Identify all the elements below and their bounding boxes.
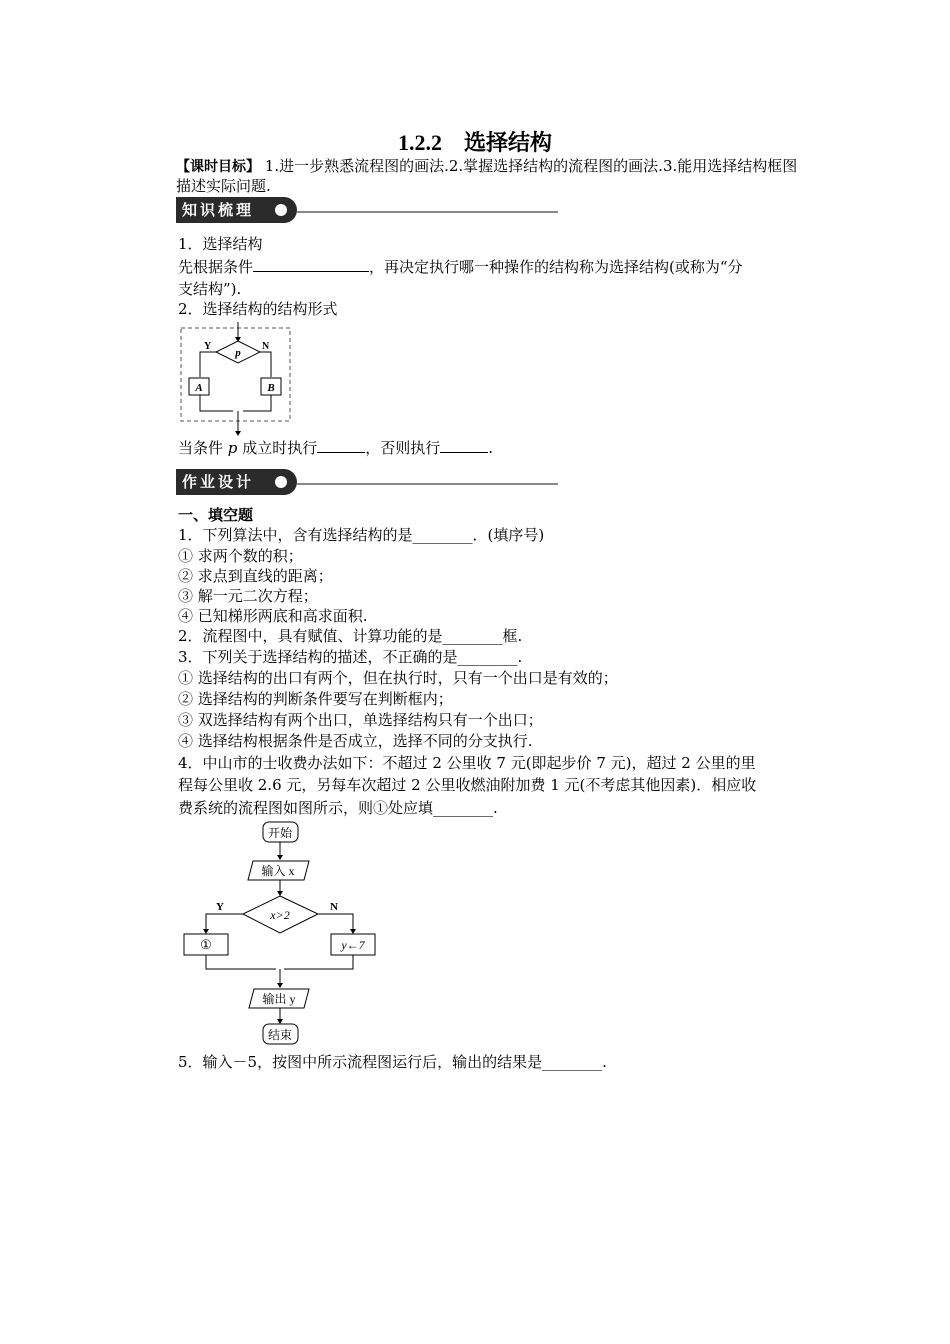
item1-text-a: 先根据条件 <box>178 258 254 276</box>
merge-left-line <box>206 955 276 969</box>
q3-option-1: ① 选择结构的出口有两个，但在执行时，只有一个出口是有效的； <box>178 669 618 687</box>
no-branch-line <box>260 352 271 377</box>
flow-left-box: ① <box>200 937 212 952</box>
flow-cond: x>2 <box>270 908 290 922</box>
merge-right-line <box>284 955 353 969</box>
q1-option-1: ① 求两个数的积； <box>178 547 303 565</box>
flow-end: 结束 <box>267 1028 293 1042</box>
flow-input: 输入 x <box>261 864 295 878</box>
q1-option-3: ③ 解一元二次方程； <box>178 587 318 605</box>
knowledge-item2-title: 2．选择结构的结构形式 <box>178 300 338 318</box>
question-3: 3．下列关于选择结构的描述，不正确的是________. <box>178 648 523 666</box>
question-2: 2．流程图中，具有赋值、计算功能的是________框. <box>178 627 523 645</box>
cond-text-d: . <box>488 439 493 457</box>
answer-blank <box>253 257 369 272</box>
page-title: 1.2.2 选择结构 <box>397 130 552 155</box>
knowledge-item1-line2: 支结构”). <box>178 280 242 298</box>
homework-banner <box>176 469 558 495</box>
yes-branch-line <box>200 352 216 377</box>
lesson-objective <box>176 157 801 196</box>
homework-banner-label: 作业设计 <box>176 469 297 495</box>
question-1: 1．下列算法中，含有选择结构的是________．(填序号) <box>178 526 545 544</box>
banner-rule <box>297 211 558 213</box>
cond-text-a: 当条件 <box>178 439 224 457</box>
flow-start: 开始 <box>267 826 293 840</box>
banner-dot-icon <box>275 204 287 216</box>
arrow-head <box>203 929 209 934</box>
arrow-head <box>277 855 283 860</box>
q3-option-4: ④ 选择结构根据条件是否成立，选择不同的分支执行. <box>178 732 533 750</box>
yes-branch-line <box>206 914 243 932</box>
arrow-head <box>277 983 283 988</box>
q1-option-2: ② 求点到直线的距离； <box>178 567 333 585</box>
selection-structure-diagram <box>178 322 294 438</box>
merge-right-line <box>243 395 271 411</box>
arrow-head <box>277 1019 283 1024</box>
no-branch-line <box>318 914 353 932</box>
flow-y: Y <box>216 901 224 913</box>
item1-text-b: ，再决定执行哪一种操作的结构称为选择结构(或称为“分 <box>369 258 743 276</box>
answer-blank <box>440 438 488 453</box>
question-4-line2: 程每公里收 2.6 元，另每车次超过 2 公里收燃油附加费 1 元(不考虑其他因素)．相应收 <box>178 776 757 794</box>
taxi-fare-flowchart <box>178 820 383 1048</box>
question-4-line3: 费系统的流程图如图所示，则①处应填________. <box>178 799 498 817</box>
arrow-head <box>350 929 356 934</box>
q1-option-4: ④ 已知梯形两底和高求面积. <box>178 607 368 625</box>
diagram1-a: A <box>195 382 203 394</box>
cond-p: p <box>227 439 238 457</box>
q3-option-2: ② 选择结构的判断条件要写在判断框内； <box>178 690 453 708</box>
diagram1-y: Y <box>204 341 212 352</box>
diagram1-b: B <box>267 382 275 394</box>
banner-dot-icon <box>275 476 287 488</box>
q3-option-3: ③ 双选择结构有两个出口，单选择结构只有一个出口； <box>178 711 543 729</box>
answer-blank <box>317 438 365 453</box>
knowledge-item1-title: 1．选择结构 <box>178 235 263 253</box>
question-5: 5．输入－5，按图中所示流程图运行后，输出的结果是________. <box>178 1053 607 1071</box>
flow-output: 输出 y <box>262 992 296 1006</box>
cond-text-c: ，否则执行 <box>365 439 441 457</box>
arrow-head <box>277 891 283 896</box>
question-4-line1: 4．中山市的士收费办法如下：不超过 2 公里收 7 元(即起步价 7 元)，超过 2 公里的里 <box>178 754 756 772</box>
cond-text-b: 成立时执行 <box>242 439 318 457</box>
knowledge-banner-label: 知识梳理 <box>176 197 297 223</box>
flow-right-box: y←7 <box>341 938 365 952</box>
flow-n: N <box>330 901 338 913</box>
diagram1-p: p <box>235 347 241 359</box>
diagram1-n: N <box>262 341 270 352</box>
merge-left-line <box>200 395 233 411</box>
exit-arrow-head <box>235 431 241 436</box>
condition-sentence <box>178 438 493 458</box>
knowledge-item1-line1 <box>178 257 743 277</box>
objective-tag: 【课时目标】 <box>176 159 260 175</box>
section-heading: 一、填空题 <box>178 506 254 524</box>
banner-rule <box>297 483 558 485</box>
objective-text: 1.进一步熟悉流程图的画法.2.掌握选择结构的流程图的画法.3.能用选择结构框图描述实际问题. <box>176 157 798 195</box>
knowledge-banner <box>176 197 558 223</box>
